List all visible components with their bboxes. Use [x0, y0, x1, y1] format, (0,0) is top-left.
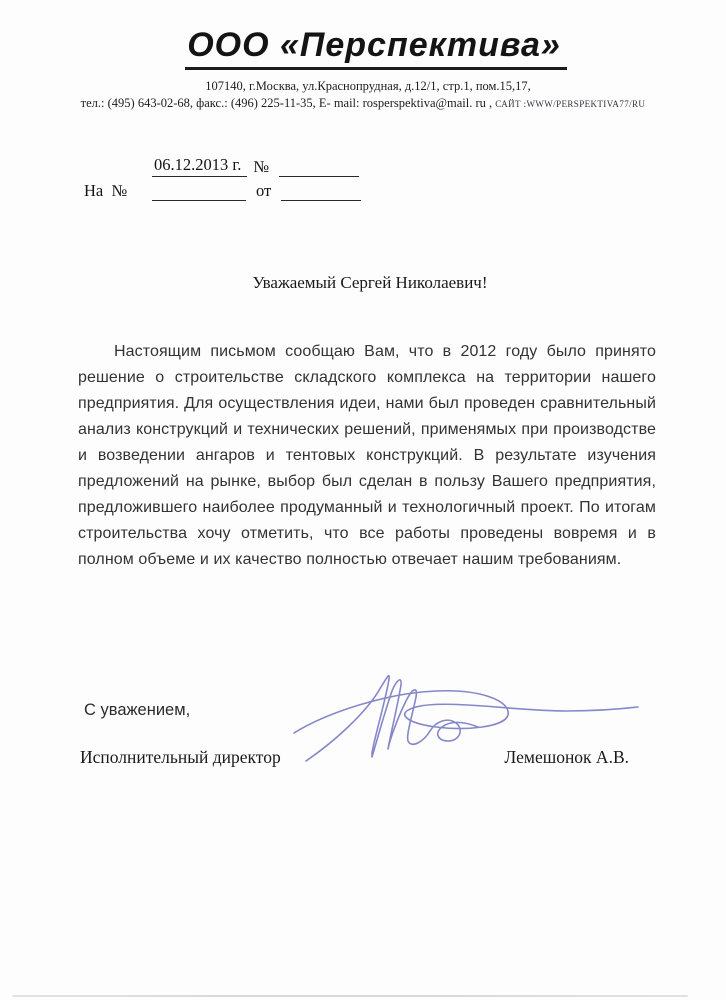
closing-phrase: С уважением, — [84, 701, 191, 719]
signature-zigzag-stroke — [306, 676, 430, 761]
incoming-date-blank — [281, 181, 361, 201]
signature-end-loop-stroke — [430, 720, 478, 741]
number-sign-label: № — [253, 157, 270, 176]
address-line: 107140, г.Москва, ул.Краснопрудная, д.12/1, стр.1, пом.15,17, — [205, 79, 531, 93]
signatory-name: Лемешонок А.В. — [504, 747, 629, 767]
contacts-text: тел.: (495) 643-02-68, факс.: (496) 225-11-35, E- mail: rosperspektiva@mail. ru , — [80, 96, 493, 110]
signature-loop-stroke — [294, 691, 638, 733]
salutation: Уважаемый Сергей Николаевич! — [252, 273, 488, 292]
outgoing-reference-row — [84, 153, 404, 177]
reference-block — [84, 153, 404, 201]
website-text: САЙТ :WWW/PERSPEKTIVA77/RU — [495, 99, 646, 109]
letter-date: 06.12.2013 г. — [152, 155, 247, 177]
signature-block — [0, 701, 726, 768]
handwritten-signature-ink — [286, 669, 644, 765]
contacts-line — [0, 96, 726, 111]
letterhead — [0, 0, 726, 70]
incoming-number-label: На № — [84, 181, 128, 200]
from-label: от — [256, 181, 272, 200]
outgoing-number-blank — [279, 157, 359, 177]
signatory-title: Исполнительный директор — [80, 747, 281, 767]
incoming-number-blank — [152, 181, 246, 201]
company-name: ООО «Перспектива» — [185, 26, 567, 70]
scan-edge-artifact — [12, 995, 688, 997]
incoming-reference-row — [84, 177, 404, 201]
letter-body-paragraph: Настоящим письмом сообщаю Вам, что в 2012 году было принято решение о строительстве складского комплекса на территории нашего предприятия. Для осуществления идеи, нами был проведен сравнительный анализ конструкций и технических решений, применямых при производстве и возведении ангаров и тентовых конструкций. В результате изучения предложений на рынке, выбор был сделан в пользу Вашего предприятия, предложившего наиболее продуманный и технологичный проект. По итогам строительства хочу отметить, что все работы проведены вовремя и в полном объеме и их качество полностью отвечает нашим требованиям. — [78, 343, 656, 568]
